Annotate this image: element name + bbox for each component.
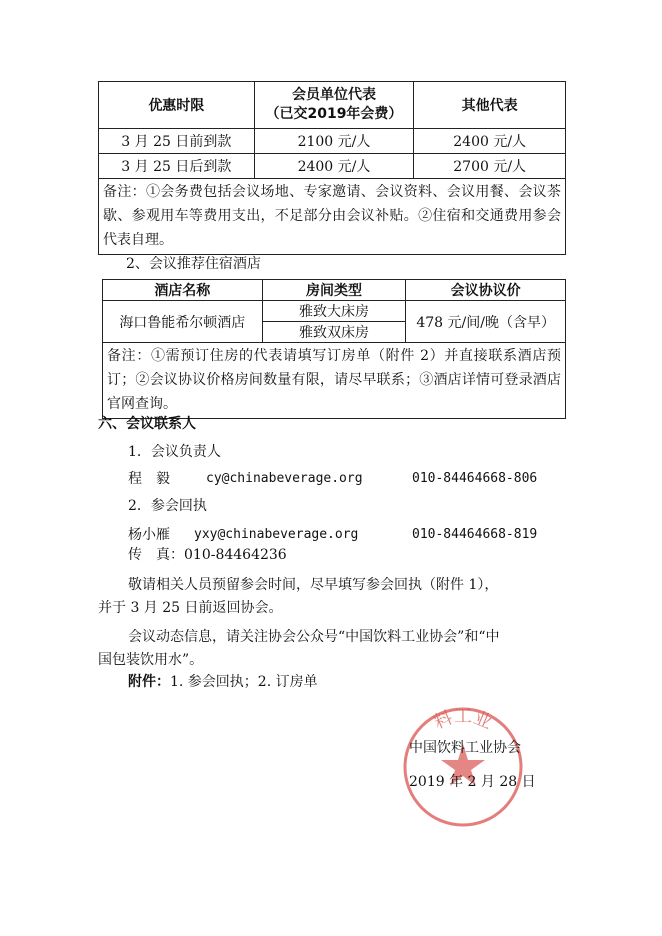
contact-item-label: 2．参会回执 xyxy=(128,498,207,514)
room-type: 雅致大床房 xyxy=(262,301,406,322)
seal-stamp-icon xyxy=(400,704,526,830)
fee-note: 备注：①会务费包括会议场地、专家邀请、会议资料、会议用餐、会议茶歇、参观用车等费用支出，不足部分由会议补贴。②住宿和交通费用参会代表自理。 xyxy=(99,179,566,255)
fee-header-other: 其他代表 xyxy=(414,82,566,129)
fee-cell: 3 月 25 日前到款 xyxy=(99,129,255,154)
stamp-text: 料工业 xyxy=(430,706,496,734)
contact-phone: 010-84464668-806 xyxy=(412,471,538,486)
fee-cell: 3 月 25 日后到款 xyxy=(99,154,255,179)
contact-name: 杨小雁 xyxy=(128,527,170,543)
contact-email[interactable]: cy@chinabeverage.org xyxy=(206,471,363,486)
table-row xyxy=(103,301,566,322)
hotel-name: 海口鲁能希尔顿酒店 xyxy=(103,301,263,343)
hotel-section-title: 2、会议推荐住宿酒店 xyxy=(126,256,261,272)
fee-header-member: 会员单位代表 （已交2019年会费） xyxy=(254,82,414,129)
contact-name: 程 毅 xyxy=(128,471,170,487)
fee-note-row xyxy=(99,179,566,255)
signature-date: 2019 年 2 月 28 日 xyxy=(409,774,536,790)
contact-section-title: 六、会议联系人 xyxy=(98,416,196,432)
hotel-header-price: 会议协议价 xyxy=(406,280,566,301)
signature-org: 中国饮料工业协会 xyxy=(409,740,521,756)
paragraph-line: 国包装饮用水”。 xyxy=(98,652,204,668)
hotel-table xyxy=(102,279,566,419)
hotel-price: 478 元/间/晚（含早） xyxy=(406,301,566,343)
hotel-table-header-row xyxy=(103,280,566,301)
fee-cell: 2700 元/人 xyxy=(414,154,566,179)
table-row xyxy=(99,154,566,179)
fee-cell: 2400 元/人 xyxy=(414,129,566,154)
fee-cell: 2400 元/人 xyxy=(254,154,414,179)
fee-header-period: 优惠时限 xyxy=(99,82,255,129)
contact-email[interactable]: yxy@chinabeverage.org xyxy=(194,527,359,542)
attachment-text: 1. 参会回执；2. 订房单 xyxy=(170,674,318,690)
contact-fax: 传 真：010-84464236 xyxy=(128,547,287,563)
contact-item-label: 1．会议负责人 xyxy=(128,444,221,460)
paragraph-line: 会议动态信息，请关注协会公众号“中国饮料工业协会”和“中 xyxy=(128,629,500,645)
table-row xyxy=(99,129,566,154)
paragraph-line: 敬请相关人员预留参会时间，尽早填写参会回执（附件 1）， xyxy=(128,577,499,593)
attachment-line xyxy=(128,672,318,692)
paragraph-line: 并于 3 月 25 日前返回协会。 xyxy=(98,600,283,616)
svg-text:料工业 xyxy=(431,706,495,734)
attachment-label: 附件： xyxy=(128,674,170,690)
hotel-header-room: 房间类型 xyxy=(262,280,406,301)
fee-table xyxy=(98,81,566,255)
fee-cell: 2100 元/人 xyxy=(254,129,414,154)
fee-table-header-row xyxy=(99,82,566,129)
hotel-header-name: 酒店名称 xyxy=(103,280,263,301)
hotel-note-row xyxy=(103,343,566,419)
contact-phone: 010-84464668-819 xyxy=(412,527,538,542)
hotel-note: 备注：①需预订住房的代表请填写订房单（附件 2）并直接联系酒店预订；②会议协议价格房间数量有限，请尽早联系；③酒店详情可登录酒店官网查询。 xyxy=(103,343,566,419)
room-type: 雅致双床房 xyxy=(262,322,406,343)
